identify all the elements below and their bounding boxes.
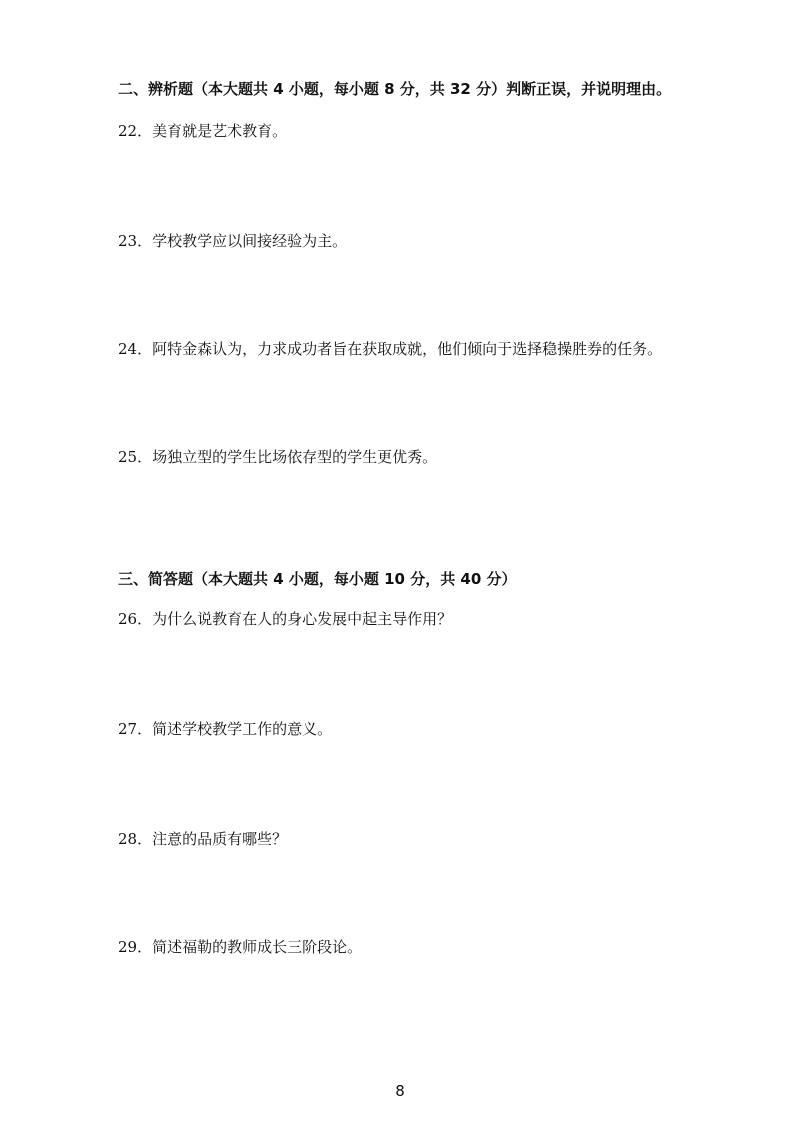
question-28: 28．注意的品质有哪些？ [118, 830, 288, 848]
question-23: 23．学校教学应以间接经验为主。 [118, 232, 348, 250]
question-22: 22．美育就是艺术教育。 [118, 122, 288, 140]
question-26: 26．为什么说教育在人的身心发展中起主导作用？ [118, 610, 453, 628]
page-number: 8 [395, 1082, 405, 1100]
question-29: 29．简述福勒的教师成长三阶段论。 [118, 938, 363, 956]
question-27: 27．简述学校教学工作的意义。 [118, 720, 333, 738]
section-2-heading: 二、辨析题（本大题共 4 小题，每小题 8 分，共 32 分）判断正误，并说明理由。 [118, 80, 672, 98]
question-24: 24．阿特金森认为，力求成功者旨在获取成就，他们倾向于选择稳操胜券的任务。 [118, 340, 663, 358]
section-3-heading: 三、简答题（本大题共 4 小题，每小题 10 分，共 40 分） [118, 570, 517, 588]
question-25: 25．场独立型的学生比场依存型的学生更优秀。 [118, 448, 438, 466]
